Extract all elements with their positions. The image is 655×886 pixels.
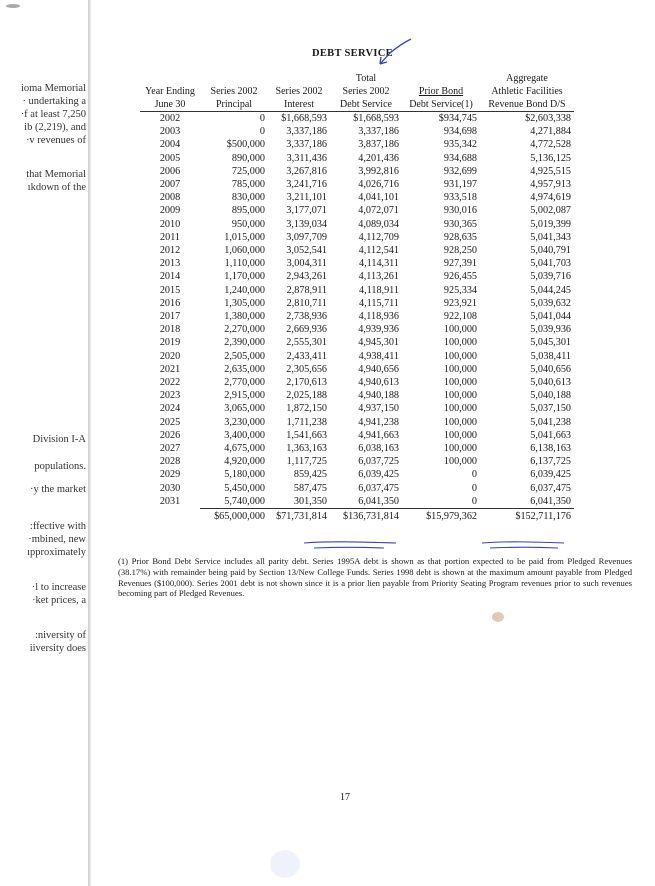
- table-row: [140, 231, 574, 244]
- principal-cell: 785,000: [231, 179, 265, 191]
- total-cell: 4,118,936: [358, 311, 399, 323]
- year-cell: 2008: [159, 192, 181, 204]
- left-fragment-line: ·f at least 7,250: [20, 109, 86, 120]
- prior-bond-cell: 100,000: [443, 403, 477, 415]
- table-row: [140, 191, 574, 204]
- year-cell: 2022: [159, 377, 181, 389]
- left-fragment-line: :ffective with: [29, 521, 86, 532]
- interest-cell: 1,541,663: [286, 429, 327, 441]
- left-fragment-line: populations.: [34, 461, 86, 472]
- col-header-aggregate: Aggregate Athletic Facilities Revenue Bond D/S: [488, 73, 566, 110]
- table-row: [140, 336, 574, 349]
- prior-bond-cell: 100,000: [443, 390, 477, 402]
- table-header-row: [140, 72, 574, 111]
- interest-cell: 2,810,711: [286, 297, 327, 309]
- prior-bond-cell: 930,365: [443, 218, 477, 230]
- table-row: [140, 468, 574, 481]
- principal-cell: 950,000: [231, 218, 265, 230]
- total-cell: 4,072,071: [358, 205, 399, 217]
- year-cell: 2026: [159, 429, 181, 441]
- aggregate-cell: 6,137,725: [530, 456, 571, 468]
- aggregate-cell: $2,603,338: [525, 113, 571, 124]
- table-row: [140, 112, 574, 126]
- total-cell: 4,945,301: [358, 337, 399, 349]
- interest-cell: 2,305,656: [286, 363, 327, 375]
- aggregate-cell: 5,040,613: [530, 377, 571, 389]
- aggregate-cell: 5,045,301: [530, 337, 571, 349]
- principal-cell: 2,390,000: [224, 337, 265, 349]
- prior-bond-cell: 100,000: [443, 337, 477, 349]
- left-fragment-line: ·mbined, new: [28, 534, 86, 545]
- total-cell: 3,337,186: [358, 126, 399, 138]
- principal-cell: 2,770,000: [224, 377, 265, 389]
- interest-cell: 2,738,936: [286, 311, 327, 323]
- aggregate-cell: 5,041,703: [530, 258, 571, 270]
- interest-cell: 1,363,163: [286, 443, 327, 455]
- interest-cell: 3,211,101: [286, 192, 327, 204]
- principal-cell: 5,180,000: [224, 469, 265, 481]
- total-cell: $1,668,593: [353, 113, 399, 124]
- total-debt-service: $136,731,814: [330, 509, 402, 524]
- total-cell: 4,112,541: [358, 245, 399, 257]
- prior-bond-cell: 0: [471, 469, 477, 481]
- principal-cell: 1,240,000: [224, 284, 265, 296]
- total-cell: 3,837,186: [358, 139, 399, 151]
- page-title: DEBT SERVICE: [312, 48, 393, 59]
- interest-cell: 3,052,541: [286, 245, 327, 257]
- principal-cell: 3,400,000: [224, 429, 265, 441]
- year-cell: 2003: [159, 126, 181, 138]
- aggregate-cell: 5,041,343: [530, 231, 571, 243]
- interest-cell: 2,170,613: [286, 377, 327, 389]
- left-fragment-line: iiversity does: [29, 643, 86, 654]
- prior-bond-cell: 928,250: [443, 245, 477, 257]
- page-number: 17: [340, 792, 350, 803]
- total-aggregate: $152,711,176: [480, 509, 574, 524]
- year-cell: 2016: [159, 297, 181, 309]
- prior-bond-cell: 923,921: [443, 297, 477, 309]
- principal-cell: 4,675,000: [224, 443, 265, 455]
- aggregate-cell: 5,041,044: [530, 311, 571, 323]
- col-header-year: Year Ending June 30: [145, 86, 195, 110]
- aggregate-cell: 5,041,238: [530, 416, 571, 428]
- col-header-prior-bond: Prior Bond Debt Service(1): [409, 86, 473, 110]
- table-row: [140, 442, 574, 455]
- prior-bond-cell: 934,698: [443, 126, 477, 138]
- year-cell: 2029: [159, 469, 181, 481]
- total-cell: 4,112,709: [358, 231, 399, 243]
- table-row: [140, 310, 574, 323]
- table-row: [140, 204, 574, 217]
- footnote: (1) Prior Bond Debt Service includes all parity debt. Series 1995A debt is shown as that portion expected to be paid from Pledged Revenues (38.17%) with remainder being paid by Section 13/New College Funds. Series 1998 debt is shown at the maximum amount payable from Pledged Revenues ($100,000). Series 2001 debt is not shown since it is a prior lien payable from Priority Seating Program revenues prior to such revenues becoming part of Pledged Revenues.: [118, 556, 632, 599]
- principal-cell: 1,380,000: [224, 311, 265, 323]
- total-cell: 4,201,436: [358, 152, 399, 164]
- page-binding-edge: [88, 0, 91, 886]
- left-fragment-line: ıkdown of the: [27, 182, 86, 193]
- prior-bond-cell: 932,699: [443, 165, 477, 177]
- table-row: [140, 363, 574, 376]
- left-fragment-block: [0, 520, 86, 559]
- left-fragment-block: [0, 629, 86, 655]
- interest-cell: 1,117,725: [286, 456, 327, 468]
- aggregate-cell: 5,039,632: [530, 297, 571, 309]
- prior-bond-cell: 931,197: [443, 179, 477, 191]
- left-fragment-line: ·l to increase: [31, 582, 86, 593]
- year-cell: 2030: [159, 482, 181, 494]
- interest-cell: 3,177,071: [286, 205, 327, 217]
- year-cell: 2006: [159, 165, 181, 177]
- total-cell: 4,937,150: [358, 403, 399, 415]
- aggregate-cell: 5,044,245: [530, 284, 571, 296]
- year-cell: 2007: [159, 179, 181, 191]
- principal-cell: 1,060,000: [224, 245, 265, 257]
- principal-cell: 3,230,000: [224, 416, 265, 428]
- principal-cell: 890,000: [231, 152, 265, 164]
- aggregate-cell: 5,002,087: [530, 205, 571, 217]
- total-cell: 4,089,034: [358, 218, 399, 230]
- year-cell: 2014: [159, 271, 181, 283]
- year-cell: 2020: [159, 350, 181, 362]
- interest-cell: $1,668,593: [281, 113, 327, 124]
- year-cell: 2021: [159, 363, 181, 375]
- principal-cell: 5,450,000: [224, 482, 265, 494]
- table-row: [140, 244, 574, 257]
- principal-cell: 1,170,000: [224, 271, 265, 283]
- aggregate-cell: 5,136,125: [530, 152, 571, 164]
- aggregate-cell: 5,040,656: [530, 363, 571, 375]
- year-cell: 2019: [159, 337, 181, 349]
- table-row: [140, 178, 574, 191]
- interest-cell: 2,433,411: [286, 350, 327, 362]
- prior-bond-cell: 930,016: [443, 205, 477, 217]
- principal-cell: 725,000: [231, 165, 265, 177]
- prior-bond-cell: 0: [471, 495, 477, 507]
- aggregate-cell: 5,038,411: [530, 350, 571, 362]
- interest-cell: 1,711,238: [286, 416, 327, 428]
- prior-bond-cell: 933,518: [443, 192, 477, 204]
- interest-cell: 3,004,311: [286, 258, 327, 270]
- table-row: [140, 218, 574, 231]
- principal-cell: 3,065,000: [224, 403, 265, 415]
- aggregate-cell: 4,271,884: [530, 126, 571, 138]
- interest-cell: 2,878,911: [286, 284, 327, 296]
- year-cell: 2028: [159, 456, 181, 468]
- principal-cell: 1,110,000: [224, 258, 265, 270]
- aggregate-cell: 4,974,619: [530, 192, 571, 204]
- table-row: [140, 297, 574, 310]
- left-fragment-block: [0, 460, 86, 473]
- aggregate-cell: 6,039,425: [530, 469, 571, 481]
- year-cell: 2018: [159, 324, 181, 336]
- year-cell: 2031: [159, 496, 181, 508]
- year-cell: 2015: [159, 284, 181, 296]
- table-row: [140, 323, 574, 336]
- aggregate-cell: 5,019,399: [530, 218, 571, 230]
- table-row: [140, 350, 574, 363]
- year-cell: 2024: [159, 403, 181, 415]
- total-prior-bond: $15,979,362: [402, 509, 480, 524]
- year-cell: 2011: [160, 231, 180, 243]
- total-cell: 4,940,656: [358, 363, 399, 375]
- interest-cell: 2,943,261: [286, 271, 327, 283]
- principal-cell: 1,015,000: [224, 231, 265, 243]
- aggregate-cell: 4,957,913: [530, 179, 571, 191]
- left-fragment-line: ıpproximately: [27, 547, 86, 558]
- prior-bond-cell: 927,391: [443, 258, 477, 270]
- year-cell: 2013: [159, 258, 181, 270]
- year-cell: 2025: [159, 416, 181, 428]
- prior-bond-cell: 100,000: [443, 324, 477, 336]
- interest-cell: 1,872,150: [286, 403, 327, 415]
- year-cell: 2012: [159, 245, 181, 257]
- table-row: [140, 429, 574, 442]
- aggregate-cell: 6,037,475: [530, 482, 571, 494]
- interest-cell: 2,669,936: [286, 324, 327, 336]
- interest-cell: 2,025,188: [286, 390, 327, 402]
- year-cell: 2017: [159, 311, 181, 323]
- table-row: [140, 270, 574, 283]
- year-cell: 2005: [159, 152, 181, 164]
- scan-mark: [6, 4, 20, 8]
- total-cell: 6,037,475: [358, 482, 399, 494]
- total-cell: 4,115,711: [359, 297, 399, 309]
- total-cell: 6,039,425: [358, 469, 399, 481]
- left-fragment-line: ·ket prices, a: [32, 595, 86, 606]
- aggregate-cell: 5,040,791: [530, 245, 571, 257]
- total-cell: 4,940,613: [358, 377, 399, 389]
- total-cell: 3,992,816: [358, 165, 399, 177]
- table-row: [140, 402, 574, 415]
- prior-bond-cell: 100,000: [443, 350, 477, 362]
- prior-bond-cell: 100,000: [443, 416, 477, 428]
- interest-cell: 3,311,436: [286, 152, 327, 164]
- prior-bond-cell: 934,688: [443, 152, 477, 164]
- principal-cell: 2,915,000: [224, 390, 265, 402]
- prior-bond-cell: 922,108: [443, 311, 477, 323]
- prior-bond-cell: 925,334: [443, 284, 477, 296]
- principal-cell: 2,635,000: [224, 363, 265, 375]
- totals-label: [140, 509, 200, 524]
- total-cell: 4,118,911: [359, 284, 399, 296]
- total-cell: 4,026,716: [358, 179, 399, 191]
- table-row: [140, 152, 574, 165]
- col-header-principal: Series 2002 Principal: [210, 86, 258, 110]
- year-cell: 2004: [159, 139, 181, 151]
- left-fragment-block: [0, 433, 86, 446]
- aggregate-cell: 5,039,936: [530, 324, 571, 336]
- debt-service-table: [140, 72, 574, 523]
- interest-cell: 3,241,716: [286, 179, 327, 191]
- prior-bond-cell: 928,635: [443, 231, 477, 243]
- table-row: [140, 455, 574, 468]
- aggregate-cell: 5,040,188: [530, 390, 571, 402]
- table-row: [140, 376, 574, 389]
- year-cell: 2010: [159, 218, 181, 230]
- aggregate-cell: 5,037,150: [530, 403, 571, 415]
- principal-cell: 1,305,000: [224, 297, 265, 309]
- principal-cell: 895,000: [231, 205, 265, 217]
- prior-bond-cell: 926,455: [443, 271, 477, 283]
- table-row: [140, 138, 574, 151]
- principal-cell: $500,000: [226, 139, 265, 151]
- aggregate-cell: 4,772,528: [530, 139, 571, 151]
- col-header-interest: Series 2002 Interest: [275, 86, 323, 110]
- principal-cell: 0: [259, 113, 265, 124]
- interest-cell: 301,350: [293, 495, 327, 507]
- totals-row: [140, 509, 574, 524]
- left-fragment-block: [0, 82, 86, 147]
- total-cell: 4,941,663: [358, 429, 399, 441]
- table-row: [140, 125, 574, 138]
- prior-bond-cell: 0: [471, 482, 477, 494]
- year-cell: 2023: [159, 390, 181, 402]
- left-fragment-block: [0, 483, 86, 496]
- total-cell: 6,038,163: [358, 443, 399, 455]
- col-header-total: Total Series 2002 Debt Service: [340, 73, 392, 110]
- interest-cell: 3,337,186: [286, 139, 327, 151]
- total-cell: 4,940,188: [358, 390, 399, 402]
- handwritten-double-underline-icon: [300, 540, 400, 552]
- interest-cell: 587,475: [293, 482, 327, 494]
- prior-bond-cell: 100,000: [443, 429, 477, 441]
- total-cell: 6,037,725: [358, 456, 399, 468]
- total-cell: 4,939,936: [358, 324, 399, 336]
- aggregate-cell: 6,041,350: [530, 495, 571, 507]
- left-fragment-line: ·y the market: [30, 484, 86, 495]
- aggregate-cell: 5,041,663: [530, 429, 571, 441]
- left-fragment-line: that Memorial: [26, 169, 86, 180]
- left-fragment-line: · undertaking a: [22, 96, 86, 107]
- prior-bond-cell: 100,000: [443, 377, 477, 389]
- principal-cell: 830,000: [231, 192, 265, 204]
- prior-bond-cell: 935,342: [443, 139, 477, 151]
- table-row: [140, 389, 574, 402]
- aggregate-cell: 4,925,515: [530, 165, 571, 177]
- year-cell: 2009: [159, 205, 181, 217]
- table-row: [140, 495, 574, 509]
- table-row: [140, 482, 574, 495]
- total-cell: 4,114,311: [359, 258, 399, 270]
- left-fragment-line: Division I-A: [32, 434, 86, 445]
- scan-stain: [492, 612, 504, 622]
- handwritten-double-underline-icon: [478, 540, 568, 552]
- prior-bond-cell: 100,000: [443, 443, 477, 455]
- total-cell: 4,938,411: [358, 350, 399, 362]
- total-cell: 6,041,350: [358, 495, 399, 507]
- left-fragment-block: [0, 581, 86, 607]
- prior-bond-cell: 100,000: [443, 456, 477, 468]
- principal-cell: 2,505,000: [224, 350, 265, 362]
- principal-cell: 5,740,000: [224, 495, 265, 507]
- left-fragment-line: ioma Memorial: [20, 83, 86, 94]
- principal-cell: 0: [259, 126, 265, 138]
- year-cell: 2027: [159, 443, 181, 455]
- table-row: [140, 284, 574, 297]
- interest-cell: 3,139,034: [286, 218, 327, 230]
- year-cell: 2002: [159, 113, 181, 124]
- interest-cell: 3,267,816: [286, 165, 327, 177]
- interest-cell: 3,337,186: [286, 126, 327, 138]
- table-row: [140, 257, 574, 270]
- left-fragment-line: ib (2,219), and: [24, 122, 86, 133]
- principal-cell: 4,920,000: [224, 456, 265, 468]
- total-cell: 4,941,238: [358, 416, 399, 428]
- aggregate-cell: 6,138,163: [530, 443, 571, 455]
- total-principal: $65,000,000: [200, 509, 268, 524]
- principal-cell: 2,270,000: [224, 324, 265, 336]
- left-fragment-line: :niversity of: [34, 630, 86, 641]
- handwritten-check-mark-icon: [378, 38, 414, 68]
- left-fragment-block: [0, 168, 86, 194]
- prior-bond-cell: 100,000: [443, 363, 477, 375]
- total-cell: 4,113,261: [358, 271, 399, 283]
- interest-cell: 859,425: [293, 469, 327, 481]
- total-interest: $71,731,814: [268, 509, 330, 524]
- interest-cell: 3,097,709: [286, 231, 327, 243]
- left-fragment-line: ·v revenues of: [25, 135, 86, 146]
- interest-cell: 2,555,301: [286, 337, 327, 349]
- prior-bond-cell: $934,745: [438, 113, 477, 124]
- aggregate-cell: 5,039,716: [530, 271, 571, 283]
- table-row: [140, 416, 574, 429]
- table-row: [140, 165, 574, 178]
- scan-smudge: [270, 850, 300, 878]
- total-cell: 4,041,101: [358, 192, 399, 204]
